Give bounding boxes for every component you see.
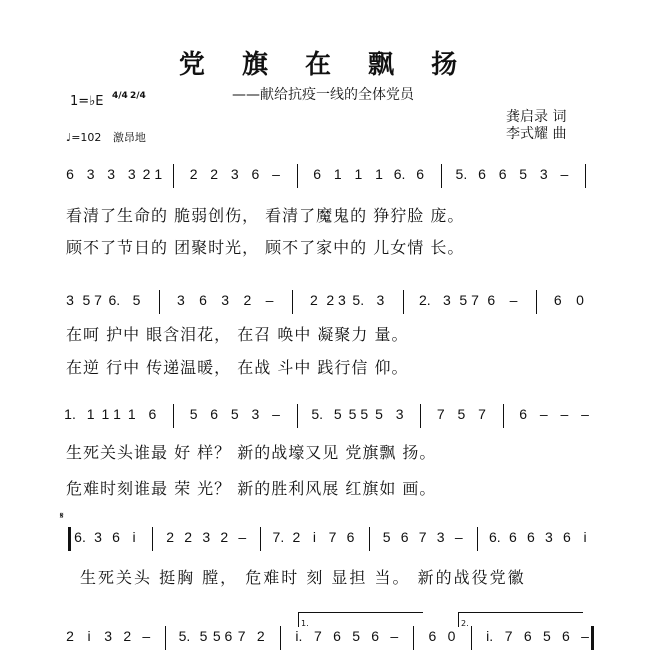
note: – (238, 529, 247, 545)
note: 6. (108, 292, 121, 308)
note: 3 (539, 166, 548, 182)
notation-row-3 (0, 404, 650, 440)
barline (441, 164, 442, 188)
note: 5. (455, 166, 468, 182)
note: i. (486, 628, 494, 644)
note: 5 (375, 406, 383, 422)
note: 7 (504, 628, 513, 644)
lyric-line-1a: 看清了生命的 脆弱创伤， 看清了魔鬼的 狰狞脸 庞。 (66, 206, 465, 225)
note: 5 (333, 406, 342, 422)
note: 3 (221, 292, 230, 308)
note: i (583, 529, 587, 545)
barline (173, 404, 174, 428)
first-ending-bracket (298, 612, 423, 627)
note: 6 (523, 628, 532, 644)
note: 5 (199, 628, 208, 644)
lyric-line-2b: 在逆 行中 传递温暖， 在战 斗中 践行信 仰。 (66, 358, 409, 377)
note: 3 (107, 166, 116, 182)
barline (536, 290, 537, 314)
time-signature-2: 2/4 (130, 91, 146, 101)
note: 6 (553, 292, 562, 308)
note: 5 (189, 406, 198, 422)
note: 6 (148, 406, 157, 422)
composer-credit: 李式耀 曲 (506, 126, 567, 142)
note: – (581, 406, 589, 422)
note: 2 (66, 628, 74, 644)
note: 6 (112, 529, 120, 545)
lyric-line-4: 生死关头 挺胸 膛， 危难时 刻 显担 当。 新的战役党徽 (80, 568, 526, 587)
note: 7. (272, 529, 285, 545)
note: 2 (123, 628, 132, 644)
barline (403, 290, 404, 314)
note: 6 (562, 628, 570, 644)
note: 5 7 (82, 292, 102, 308)
notation-row-5 (0, 619, 650, 662)
note: 7 (314, 628, 322, 644)
note: 7 (328, 529, 337, 545)
note: – (581, 628, 589, 644)
note: 2 (189, 166, 198, 182)
note: 2 1 (142, 166, 163, 182)
note: 6 (313, 166, 322, 182)
barline (297, 164, 298, 188)
note: 2 (292, 529, 301, 545)
final-barline (591, 626, 594, 650)
note: 7 (436, 406, 445, 422)
note: 3 (436, 529, 445, 545)
lyric-line-3a: 生死关头谁最 好 样？ 新的战壕又见 党旗飘 扬。 (66, 443, 437, 462)
time-signature-1: 4/4 (112, 91, 128, 101)
note: i (312, 529, 317, 545)
note: 2 (210, 166, 219, 182)
note: 6. (393, 166, 406, 182)
note: 6 (199, 292, 207, 308)
notation-row-2 (0, 290, 650, 326)
note: 3 (176, 292, 185, 308)
note: 1 1 (101, 406, 121, 422)
barline (159, 290, 160, 314)
note: 5. (178, 628, 191, 644)
note: 2 3 (326, 292, 346, 308)
barline (585, 164, 586, 188)
note: 7 (418, 529, 427, 545)
barline (260, 527, 261, 551)
barline (173, 164, 174, 188)
barline (297, 404, 298, 428)
note: 3 (86, 166, 95, 182)
note: 3 (251, 406, 260, 422)
note: i (87, 628, 91, 644)
note: 5. (352, 292, 365, 308)
note: – (454, 529, 463, 545)
note: 0 (447, 628, 456, 644)
lyric-line-2a: 在呵 护中 眼含泪花， 在召 唤中 凝聚力 量。 (66, 325, 409, 344)
note: 5 6 (212, 628, 233, 644)
note: 6 (210, 406, 219, 422)
note: 6 (371, 628, 380, 644)
notation-row-1 (0, 164, 650, 200)
barline (165, 626, 166, 650)
barline (369, 527, 370, 551)
lyric-line-1b: 顾不了节日的 团聚时光， 顾不了家中的 儿女情 长。 (66, 238, 465, 257)
note: i. (295, 628, 303, 644)
note: 1 (86, 406, 95, 422)
note: – (272, 166, 280, 182)
note: 6 (563, 529, 571, 545)
note: – (272, 406, 280, 422)
note: 7 (478, 406, 486, 422)
note: 5 (352, 628, 361, 644)
barline (477, 527, 478, 551)
note: i (132, 529, 136, 545)
note: – (142, 628, 151, 644)
note: – (560, 406, 569, 422)
note: 3 (230, 166, 239, 182)
note: 6 (508, 529, 517, 545)
note: 3 (376, 292, 385, 308)
note: 2. (418, 292, 431, 308)
note: 2 (184, 529, 193, 545)
lyricist-credit: 龚启录 词 (506, 109, 567, 125)
note: 6 (498, 166, 507, 182)
note: – (560, 166, 569, 182)
note: 1. (64, 406, 76, 422)
note: 6 (251, 166, 260, 182)
note: 3 (66, 292, 74, 308)
note: 5 7 (459, 292, 479, 308)
note: – (509, 292, 518, 308)
barline (413, 626, 414, 650)
first-ending-label: 1. (301, 619, 309, 628)
note: 7 (237, 628, 246, 644)
note: 2 (256, 628, 265, 644)
note: 6 (526, 529, 535, 545)
note: 6 (346, 529, 355, 545)
note: 6 (416, 166, 425, 182)
note: 2 (220, 529, 229, 545)
note: 6 (519, 406, 528, 422)
barline (471, 626, 472, 650)
second-ending-bracket (458, 612, 583, 627)
notation-row-4 (0, 511, 650, 563)
expression-marking: 激昂地 (112, 131, 146, 144)
note: 3 (104, 628, 113, 644)
note: 6 (478, 166, 486, 182)
note: 3 (395, 406, 404, 422)
note: 6 (333, 628, 341, 644)
note: 3 (545, 529, 553, 545)
note: 3 (202, 529, 211, 545)
note: – (390, 628, 399, 644)
barline (280, 626, 281, 650)
note: 6. (488, 529, 501, 545)
note: 2 (310, 292, 318, 308)
note: 3 (127, 166, 136, 182)
note: 5 (542, 628, 551, 644)
note: 5. (311, 406, 324, 422)
note: 6 (428, 628, 437, 644)
note: 2 (166, 529, 175, 545)
note: 3 (94, 529, 102, 545)
note: 5 (382, 529, 391, 545)
segno-sign: 𝄋 (60, 511, 64, 520)
barline (152, 527, 153, 551)
note: 5 (519, 166, 528, 182)
tempo-value: ♩=102 (66, 131, 102, 144)
second-ending-label: 2. (461, 619, 469, 628)
note: 5 (457, 406, 466, 422)
note: – (265, 292, 274, 308)
note: 6 (487, 292, 496, 308)
note: 1 (127, 406, 136, 422)
note: 1 (333, 166, 342, 182)
song-subtitle: ——献给抗疫一线的全体党员 (232, 87, 414, 103)
note: 6 (66, 166, 74, 182)
note: 6. (74, 529, 86, 545)
repeat-start-barline (68, 527, 71, 551)
tempo-marking (66, 129, 146, 145)
lyric-line-3b: 危难时刻谁最 荣 光？ 新的胜利风展 红旗如 画。 (66, 479, 437, 498)
note: 3 (443, 292, 451, 308)
song-title: 党 旗 在 飘 扬 (178, 50, 472, 80)
note: 2 (243, 292, 252, 308)
barline (292, 290, 293, 314)
note: 5 (132, 292, 141, 308)
barline (420, 404, 421, 428)
note: 5 (230, 406, 239, 422)
note: – (539, 406, 548, 422)
barline (503, 404, 504, 428)
note: 0 (576, 292, 584, 308)
note: 1 (375, 166, 383, 182)
key-signature: 1=♭E (70, 94, 104, 109)
note: 5 5 (348, 406, 369, 422)
note: 6 (400, 529, 409, 545)
note: 1 (354, 166, 363, 182)
